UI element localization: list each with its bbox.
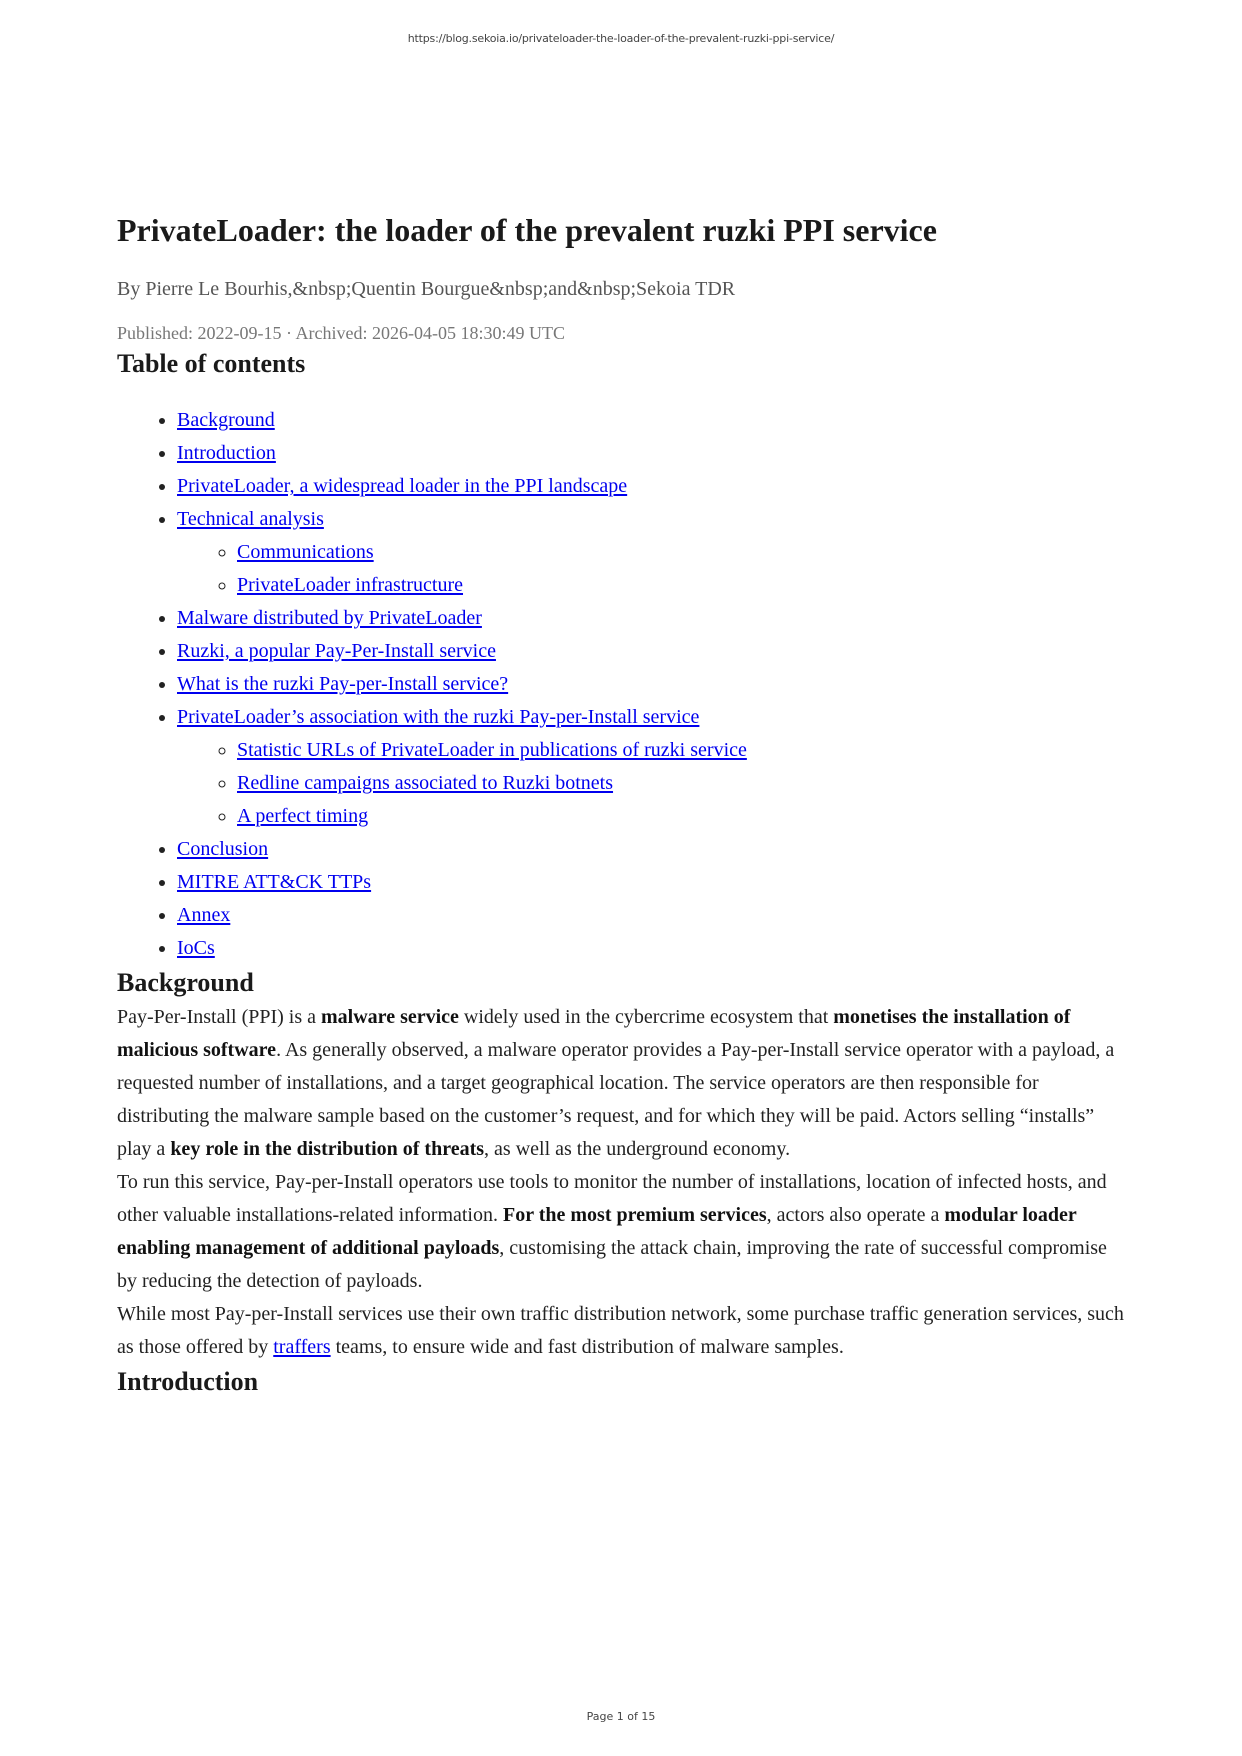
toc-link-annex[interactable]: Annex — [177, 904, 231, 926]
toc-item — [177, 833, 1127, 866]
toc-link-introduction[interactable]: Introduction — [177, 442, 276, 464]
background-heading: Background — [117, 968, 254, 997]
toc-link-malware-distributed[interactable]: Malware distributed by PrivateLoader — [177, 607, 482, 629]
bold-run: malware service — [321, 1006, 459, 1028]
toc-link-conclusion[interactable]: Conclusion — [177, 838, 269, 860]
bold-run: For the most premium services — [503, 1204, 767, 1226]
article-title: PrivateLoader: the loader of the prevalent ruzki PPI service — [117, 212, 937, 248]
toc-link-redline-campaigns[interactable]: Redline campaigns associated to Ruzki botnets — [237, 772, 614, 794]
toc-link-iocs[interactable]: IoCs — [177, 937, 215, 959]
bold-run: modular loader enabling management of additional payloads — [117, 1204, 1077, 1259]
toc-item — [177, 404, 1127, 437]
page-number: Page 1 of 15 — [586, 1710, 656, 1723]
background-paragraph-1 — [117, 1001, 1127, 1166]
toc-item — [177, 668, 1127, 701]
toc-sublist — [177, 536, 1127, 602]
toc-item — [177, 899, 1127, 932]
toc-subitem — [237, 536, 1127, 569]
toc-item — [177, 602, 1127, 635]
toc-subitem — [237, 800, 1127, 833]
background-paragraph-2 — [117, 1166, 1127, 1298]
toc-link-privateloader-widespread[interactable]: PrivateLoader, a widespread loader in the PPI landscape — [177, 475, 628, 497]
article-meta: Published: 2022-09-15 · Archived: 2026-04-05 18:30:49 UTC — [117, 323, 565, 343]
toc-item — [177, 701, 1127, 833]
text-run: , actors also operate a — [766, 1204, 945, 1226]
toc-item — [177, 635, 1127, 668]
toc-subitem — [237, 734, 1127, 767]
article — [117, 206, 1127, 1400]
traffers-link[interactable]: traffers — [273, 1336, 331, 1358]
bold-run: monetises the installation of malicious software — [117, 1006, 1071, 1061]
toc-link-mitre[interactable]: MITRE ATT&CK TTPs — [177, 871, 372, 893]
toc-link-background[interactable]: Background — [177, 409, 275, 431]
text-run: . As generally observed, a malware operator provides a Pay-per-Install service operator with a payload, a requested number of installations, and a target geographical location. The service operators are then responsible for distributing the malware sample based on the customer’s request, and for which they will be paid. Actors selling “installs” play a — [117, 1039, 1115, 1160]
page-url-header: https://blog.sekoia.io/privateloader-the-loader-of-the-prevalent-ruzki-ppi-service/ — [407, 32, 835, 45]
toc-sublist — [177, 734, 1127, 833]
toc-link-ruzki-popular[interactable]: Ruzki, a popular Pay-Per-Install service — [177, 640, 496, 662]
toc-item — [177, 866, 1127, 899]
text-run: Pay-Per-Install (PPI) is a — [117, 1006, 322, 1028]
table-of-contents — [117, 404, 1127, 965]
text-run: teams, to ensure wide and fast distribution of malware samples. — [330, 1336, 844, 1358]
toc-link-infrastructure[interactable]: PrivateLoader infrastructure — [237, 574, 464, 596]
toc-subitem — [237, 767, 1127, 800]
toc-heading: Table of contents — [117, 349, 306, 378]
toc-link-perfect-timing[interactable]: A perfect timing — [237, 805, 369, 827]
toc-link-communications[interactable]: Communications — [237, 541, 374, 563]
toc-link-statistic-urls[interactable]: Statistic URLs of PrivateLoader in publications of ruzki service — [237, 739, 747, 761]
text-run: , as well as the underground economy. — [484, 1138, 791, 1160]
bold-run: key role in the distribution of threats — [170, 1138, 485, 1160]
text-run: , customising the attack chain, improving the rate of successful compromise by reducing the detection of payloads. — [117, 1237, 1107, 1292]
text-run: While most Pay-per-Install services use their own traffic distribution network, some purchase traffic generation services, such as those offered by — [117, 1303, 1124, 1358]
background-paragraph-3 — [117, 1298, 1127, 1364]
text-run: To run this service, Pay-per-Install operators use tools to monitor the number of installations, location of infected hosts, and other valuable installations-related information. — [117, 1171, 1107, 1226]
toc-link-what-is-ruzki[interactable]: What is the ruzki Pay-per-Install service? — [177, 673, 509, 695]
toc-link-technical-analysis[interactable]: Technical analysis — [177, 508, 324, 530]
toc-item — [177, 932, 1127, 965]
toc-item — [177, 470, 1127, 503]
text-run: widely used in the cybercrime ecosystem that — [458, 1006, 834, 1028]
toc-item — [177, 437, 1127, 470]
toc-link-association[interactable]: PrivateLoader’s association with the ruzki Pay-per-Install service — [177, 706, 700, 728]
toc-subitem — [237, 569, 1127, 602]
article-byline: By Pierre Le Bourhis,&nbsp;Quentin Bourgue&nbsp;and&nbsp;Sekoia TDR — [117, 278, 736, 300]
toc-item — [177, 503, 1127, 602]
introduction-heading: Introduction — [117, 1367, 259, 1396]
